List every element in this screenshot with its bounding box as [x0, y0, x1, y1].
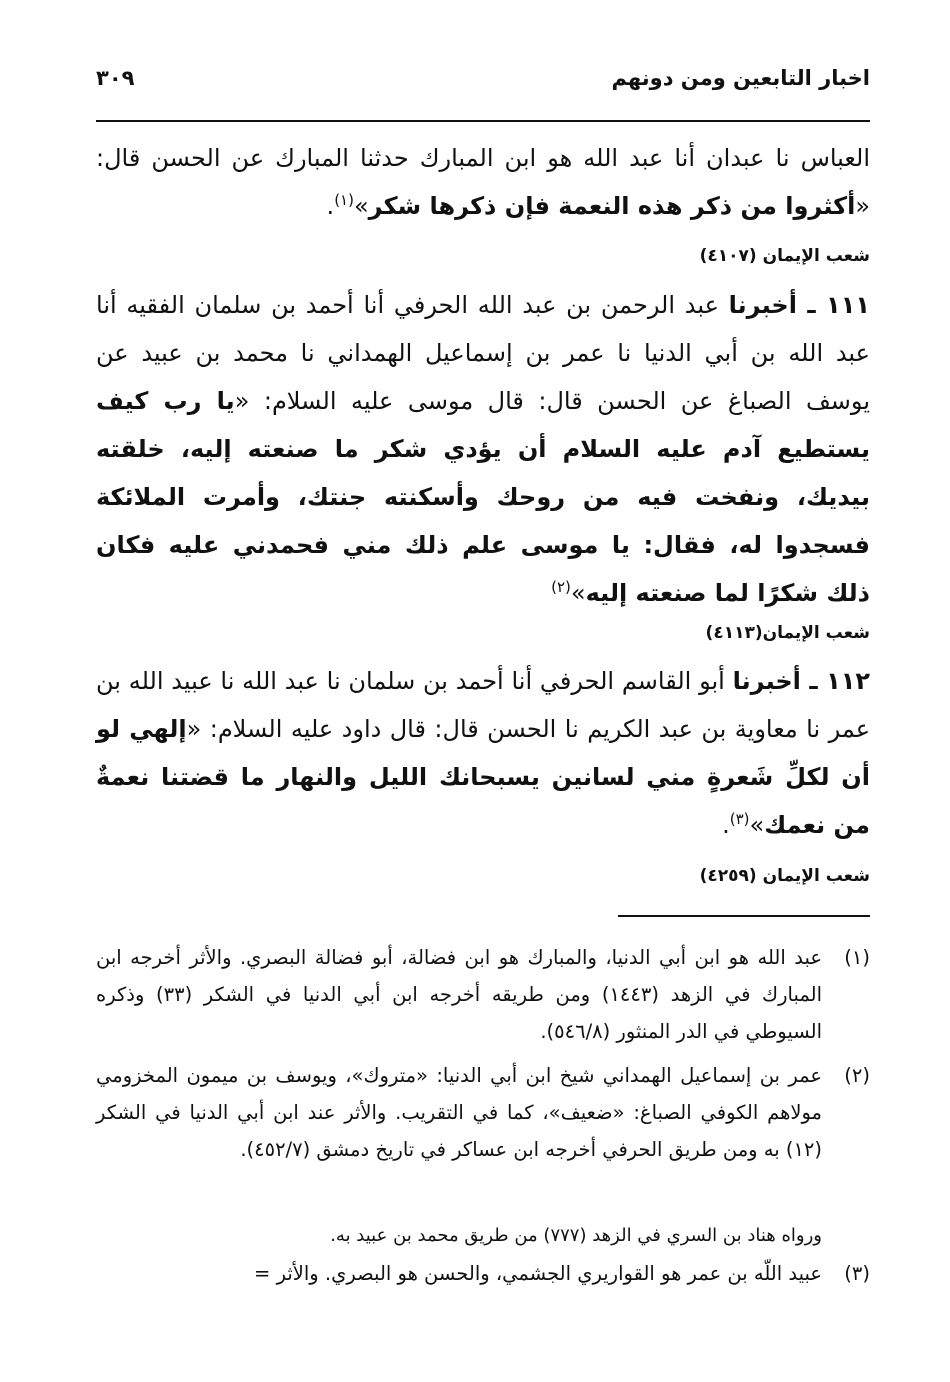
source-reference: شعب الإيمان (٤٢٥٩)	[699, 866, 870, 886]
page-header	[96, 62, 870, 102]
footnote-2	[96, 1057, 870, 1168]
source-reference: شعب الإيمان (٤١٠٧)	[699, 246, 870, 266]
footnote-marker: (١)	[334, 191, 354, 209]
athar-quote: يا رب كيف يستطيع آدم عليه السلام أن يؤدي شكر ما صنعته إليه، خلقته بيديك، ونفخت فيه من روحك وأسكنته جنتك، وأمرت الملائكة فسجدوا له، فقال: يا موسى علم ذلك مني فحمدني عليه فكان ذلك شكرًا لما صنعته إليه	[96, 387, 870, 607]
sentence-end: .	[722, 811, 730, 839]
footnote-number: (٢)	[844, 1064, 870, 1087]
quote-close: »	[749, 811, 765, 839]
paragraph-continuation	[96, 134, 870, 230]
narration-number: ١١١ ـ أخبرنا	[728, 291, 870, 319]
athar-quote: إلهي لو أن لكلِّ شَعرةٍ مني لسانين يسبحانك الليل والنهار ما قضتنا نعمةٌ من نعمك	[96, 715, 870, 839]
quote-prefix: قال: «	[96, 144, 870, 220]
footnote-2-addendum: ورواه هناد بن السري في الزهد (٧٧٧) من طريق محمد بن عبيد به.	[330, 1225, 822, 1246]
footnote-text: عبد الله هو ابن أبي الدنيا، والمبارك هو ابن فضالة، أبو فضالة البصري. والأثر أخرجه ابن المبارك في الزهد (١٤٤٣) ومن طريقه أخرجه ابن أبي الدنيا في الشكر (٣٣) وذكره السيوطي في الدر المنثور (٥٤٦/٨).	[96, 946, 823, 1043]
quote-close: »	[570, 579, 586, 607]
footnote-3	[96, 1255, 870, 1292]
athar-quote: أكثروا من ذكر هذه النعمة فإن ذكرها شكر	[368, 192, 856, 220]
narration-112	[96, 657, 870, 849]
isnad-text: أبو القاسم الحرفي أنا أحمد بن سلمان نا عبد الله نا عبيد الله بن عمر نا معاوية بن عبد الكريم نا الحسن قال: قال داود عليه السلام: «	[96, 667, 871, 743]
sentence-end: .	[326, 192, 335, 220]
page-number: ٣٠٩	[96, 66, 135, 90]
footnote-marker: (٢)	[551, 578, 571, 596]
footnote-text: عبيد اللّه بن عمر هو القواريري الجشمي، والحسن هو البصري. والأثر =	[254, 1262, 822, 1285]
quote-close: »	[353, 192, 369, 220]
footnote-marker: (٣)	[729, 810, 750, 828]
isnad-text: عبد الرحمن بن عبد الله الحرفي أنا أحمد بن سلمان الفقيه أنا عبد الله بن أبي الدنيا نا عمر بن إسماعيل الهمداني نا محمد بن عبيد عن يوسف الصباغ عن الحسن قال: قال موسى عليه السلام: «	[96, 291, 870, 415]
footnote-number: (٣)	[844, 1262, 870, 1285]
running-title: اخبار التابعين ومن دونهم	[611, 66, 870, 90]
footnote-number: (١)	[844, 946, 870, 969]
isnad-text: العباس نا عبدان أنا عبد الله هو ابن المبارك حدثنا المبارك عن الحسن	[151, 144, 870, 172]
header-divider	[96, 120, 870, 122]
narration-number: ١١٢ ـ أخبرنا	[732, 667, 871, 695]
footnote-1	[96, 939, 870, 1050]
footnote-divider	[618, 915, 870, 917]
footnote-text: عمر بن إسماعيل الهمداني شيخ ابن أبي الدنيا: «متروك»، ويوسف بن ميمون المخزومي مولاهم الكوفي الصباغ: «ضعيف»، كما في التقريب. والأثر عند ابن أبي الدنيا في الشكر (١٢) به ومن طريق الحرفي أخرجه ابن عساكر في تاريخ دمشق (٤٥٢/٧).	[96, 1064, 822, 1161]
source-reference: شعب الإيمان(٤١١٣)	[705, 623, 870, 643]
narration-111	[96, 281, 870, 617]
